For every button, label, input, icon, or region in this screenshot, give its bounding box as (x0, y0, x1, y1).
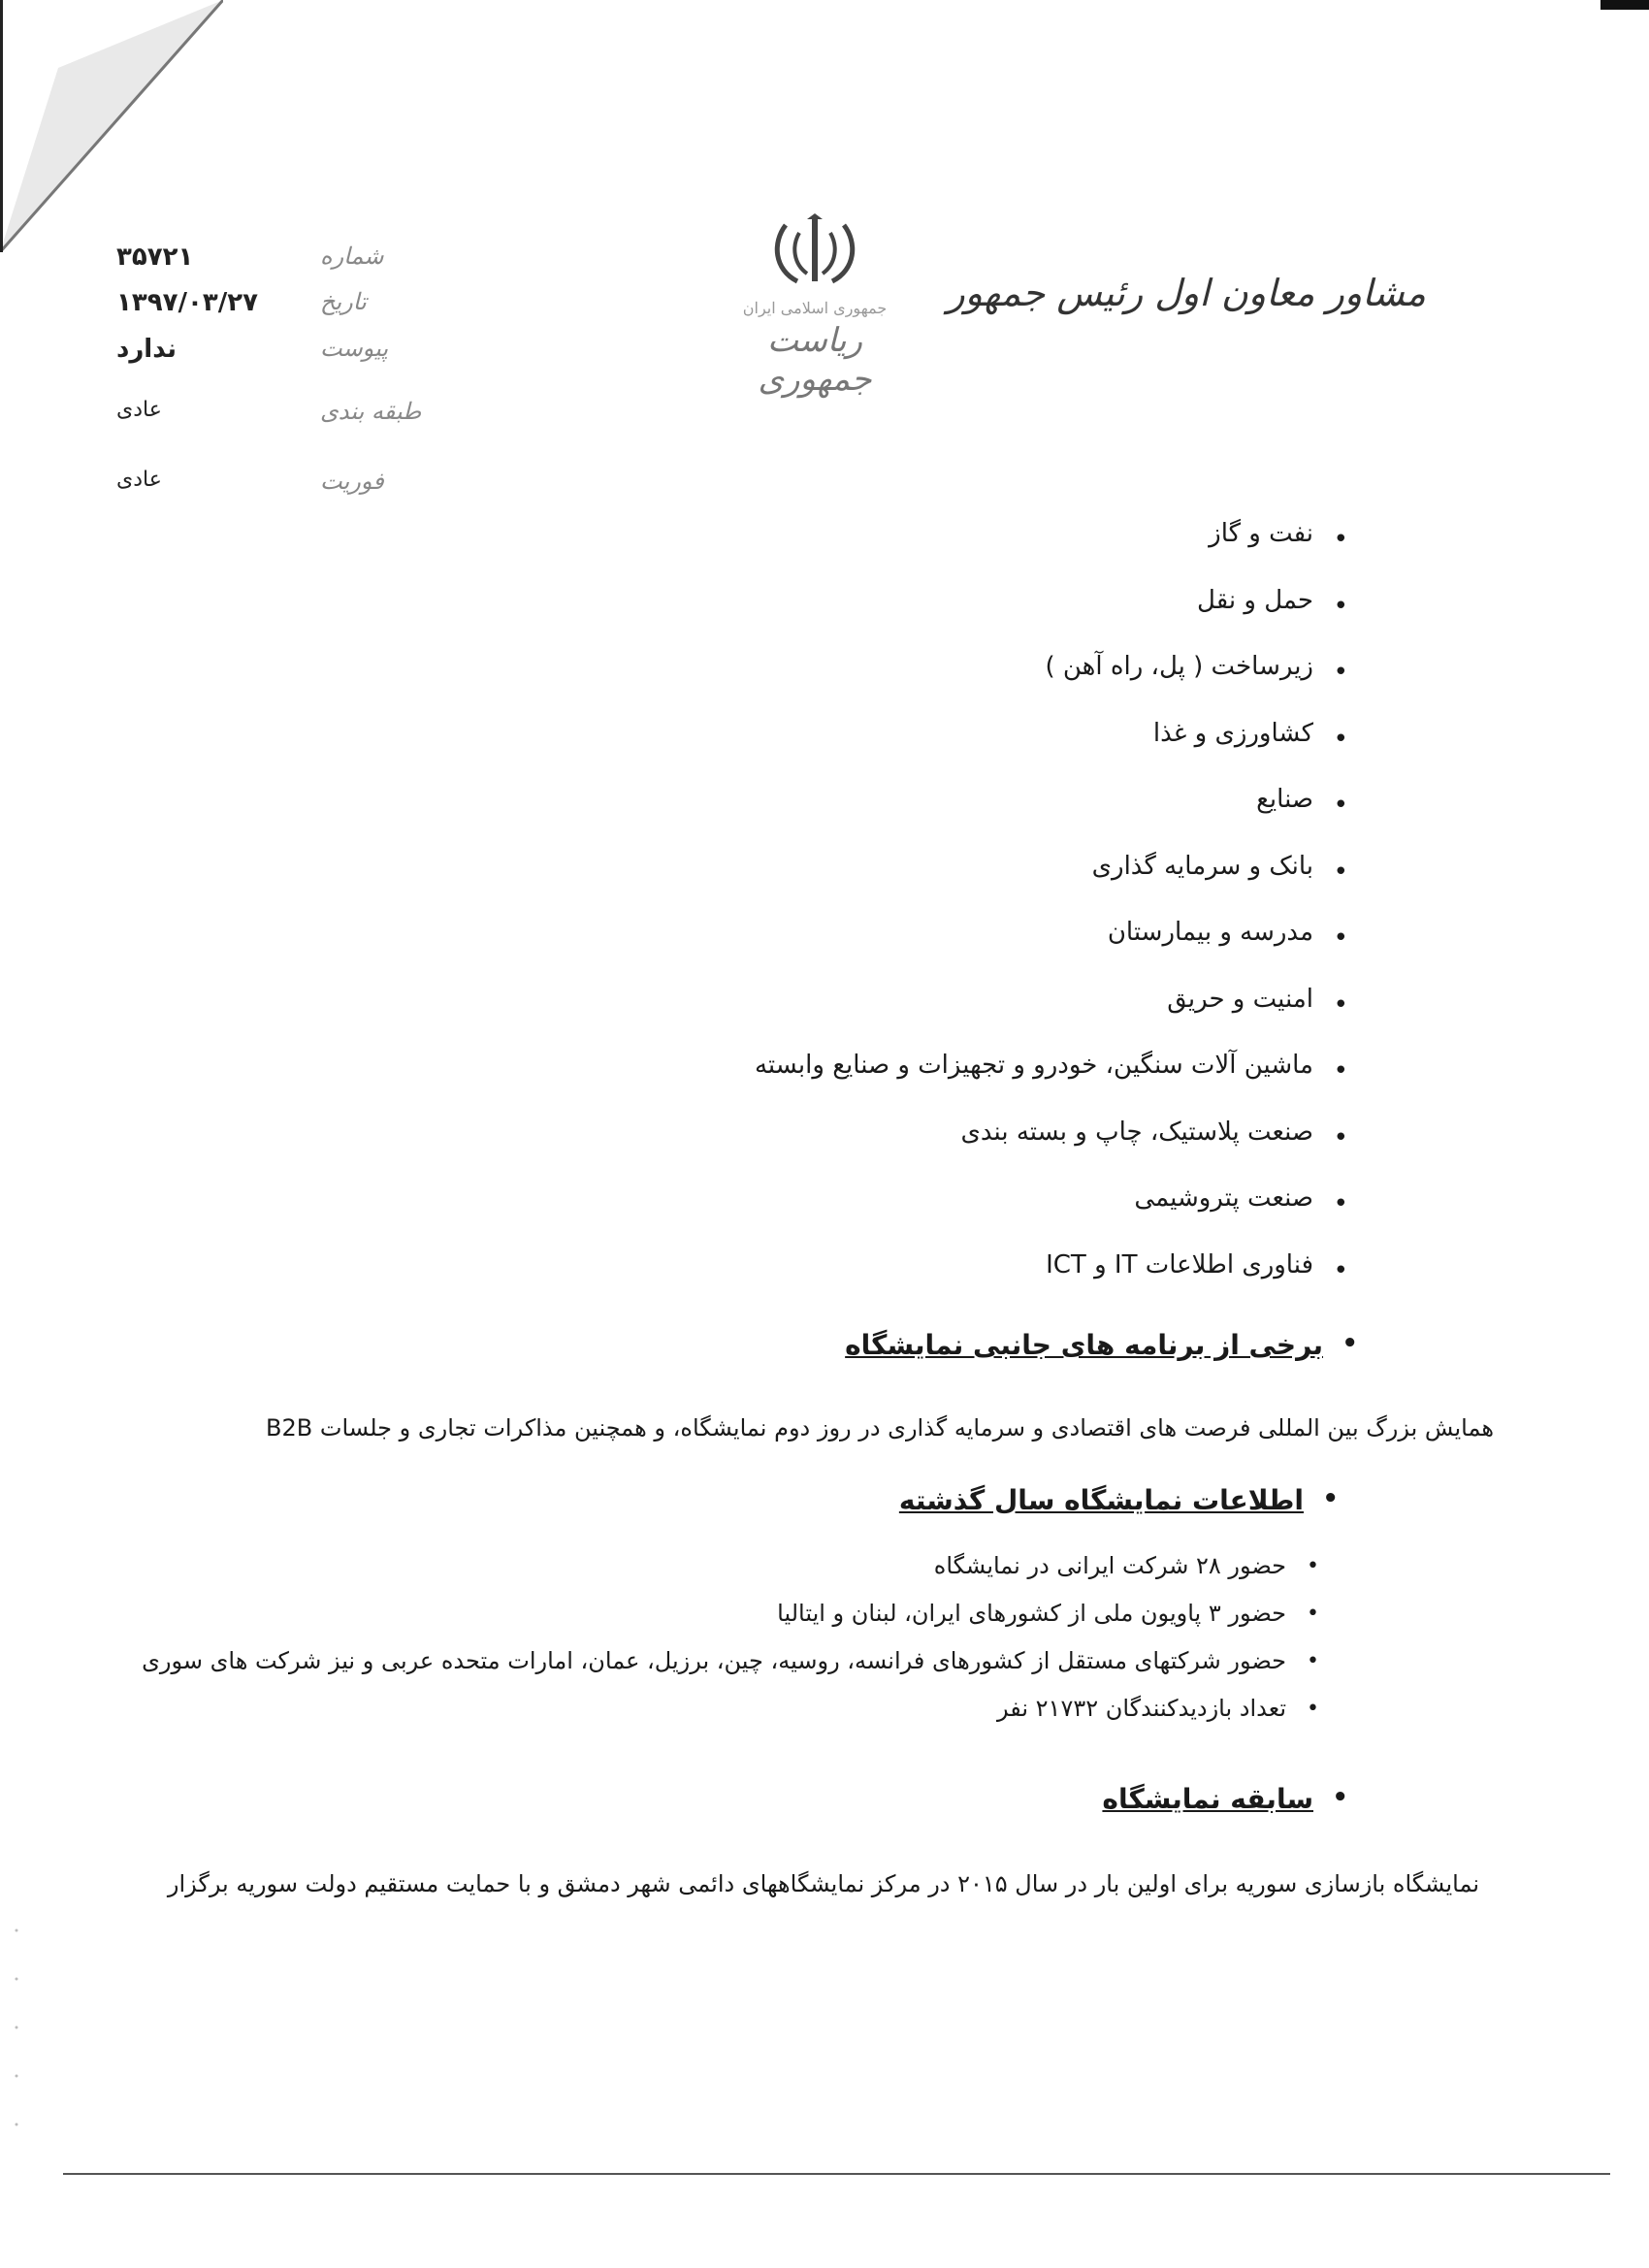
emblem-presidency: ریاست جمهوری (758, 321, 872, 399)
meta-classification-label: طبقه بندی (320, 398, 422, 425)
meta-classification (116, 398, 427, 437)
sectors-list (184, 519, 1348, 1316)
meta-attachment-value: ندارد (116, 335, 178, 364)
meta-urgency-label: فوریت (320, 468, 384, 495)
list-item-text: حضور ۲۸ شرکت ایرانی در نمایشگاه (933, 1552, 1286, 1579)
list-item-text: صنعت پلاستیک، چاپ و بسته بندی (960, 1117, 1313, 1147)
bullet-icon: • (1333, 1189, 1348, 1218)
document-title: مشاور معاون اول رئیس جمهور (947, 272, 1426, 314)
list-item-text: امنیت و حریق (1167, 984, 1313, 1014)
meta-attachment-label: پیوست (320, 335, 388, 362)
list-item-text: حضور شرکتهای مستقل از کشورهای فرانسه، روسیه، چین، برزیل، عمان، امارات متحده عربی و نیز شرکت های سوری (142, 1647, 1286, 1674)
meta-attachment (116, 335, 427, 373)
list-item-text: زیرساخت ( پل، راه آهن ) (1045, 652, 1313, 681)
bullet-icon: • (1332, 1783, 1348, 1812)
footer-divider (63, 2173, 1610, 2175)
side-programs-text: همایش بزرگ بین المللی فرصت های اقتصادی و سرمایه گذاری در روز دوم نمایشگاه، و همچنین مذاکرات تجاری و جلسات B2B (266, 1414, 1494, 1442)
bullet-icon: • (1333, 724, 1348, 754)
list-item (184, 918, 1348, 985)
list-item (184, 1118, 1348, 1184)
list-item-text: صنایع (1256, 785, 1313, 814)
history-heading (1102, 1783, 1348, 1815)
emblem-caption: جمهوری اسلامی ایران (742, 299, 888, 317)
bullet-icon: • (1333, 1122, 1348, 1152)
bullet-icon: • (1322, 1484, 1339, 1513)
meta-number-label: شماره (320, 243, 384, 270)
list-item (58, 1600, 1319, 1647)
bullet-icon: • (1342, 1329, 1358, 1358)
list-item-text: نفت و گاز (1209, 519, 1313, 548)
bullet-icon: • (1333, 658, 1348, 687)
list-item (58, 1695, 1319, 1733)
list-item (184, 985, 1348, 1052)
list-item (58, 1552, 1319, 1600)
list-item (184, 519, 1348, 586)
list-item-text: حضور ۳ پاویون ملی از کشورهای ایران، لبنان و ایتالیا (777, 1600, 1286, 1627)
last-year-list (58, 1552, 1319, 1733)
list-item-text: صنعت پتروشیمی (1134, 1183, 1313, 1213)
scan-margin-dots (14, 1921, 19, 2134)
list-item-text: تعداد بازدیدکنندگان ۲۱۷۳۲ نفر (996, 1695, 1286, 1722)
side-programs-heading (845, 1329, 1358, 1361)
meta-urgency-value: عادی (116, 468, 162, 492)
list-item (184, 1183, 1348, 1250)
list-item-text: فناوری اطلاعات IT و ICT (1046, 1249, 1313, 1280)
bullet-icon: • (1307, 1602, 1319, 1626)
scan-edge-mark (1600, 0, 1649, 10)
meta-number-value: ۳۵۷۲۱ (116, 243, 194, 272)
letterhead-emblem (708, 213, 922, 407)
folded-corner (0, 0, 223, 252)
meta-classification-value: عادی (116, 398, 162, 422)
list-item-text: ماشین آلات سنگین، خودرو و تجهیزات و صنایع وابسته (754, 1051, 1313, 1080)
history-text: نمایشگاه بازسازی سوریه برای اولین بار در سال ۲۰۱۵ در مرکز نمایشگاههای دائمی شهر دمشق و با حمایت مستقیم دولت سوریه برگزار (167, 1870, 1479, 1897)
bullet-icon: • (1307, 1554, 1319, 1578)
meta-date-label: تاریخ (320, 288, 367, 315)
bullet-icon: • (1333, 591, 1348, 621)
list-item (184, 586, 1348, 653)
last-year-heading (899, 1484, 1339, 1516)
list-item (184, 785, 1348, 852)
bullet-icon: • (1333, 525, 1348, 554)
bullet-icon: • (1333, 923, 1348, 953)
iran-emblem-icon (768, 213, 861, 291)
list-item-text: حمل و نقل (1197, 585, 1313, 615)
side-programs-heading-text: برخی از برنامه های جانبی نمایشگاه (845, 1329, 1323, 1361)
list-item (184, 1051, 1348, 1118)
meta-urgency (116, 468, 427, 506)
bullet-icon: • (1333, 791, 1348, 820)
list-item (58, 1647, 1319, 1695)
last-year-heading-text: اطلاعات نمایشگاه سال گذشته (898, 1484, 1304, 1516)
bullet-icon: • (1333, 1056, 1348, 1085)
list-item (184, 719, 1348, 786)
meta-date (116, 288, 427, 327)
list-item-text: بانک و سرمایه گذاری (1091, 851, 1313, 881)
meta-number (116, 243, 427, 281)
list-item (184, 1250, 1348, 1317)
list-item (184, 852, 1348, 919)
list-item-text: کشاورزی و غذا (1152, 718, 1313, 748)
bullet-icon: • (1307, 1649, 1319, 1673)
list-item (184, 652, 1348, 719)
bullet-icon: • (1333, 857, 1348, 887)
bullet-icon: • (1333, 989, 1348, 1020)
bullet-icon: • (1307, 1697, 1319, 1721)
meta-date-value: ۱۳۹۷/۰۳/۲۷ (116, 288, 258, 317)
bullet-icon: • (1333, 1255, 1348, 1285)
history-heading-text: سابقه نمایشگاه (1102, 1783, 1313, 1815)
list-item-text: مدرسه و بیمارستان (1107, 918, 1313, 947)
